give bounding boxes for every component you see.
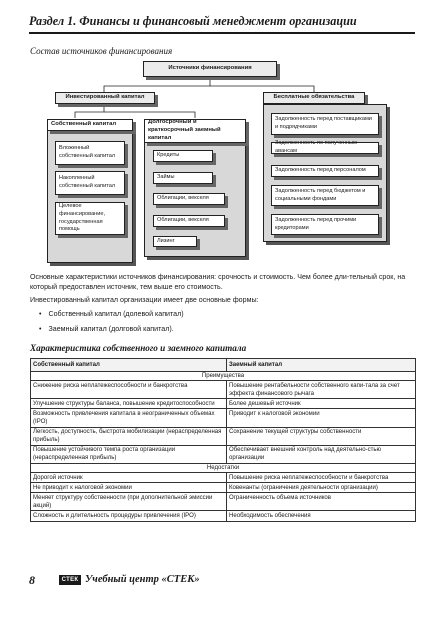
equity-node: Собственный капитал	[47, 119, 133, 131]
table-row	[31, 445, 416, 463]
debt-item: Лизинг	[153, 236, 197, 247]
table-cell: Не приводит к налоговой экономии	[31, 483, 227, 493]
table-cell: Необходимость обеспечения	[227, 511, 416, 521]
footer-text: Учебный центр «СТЕК»	[85, 574, 200, 585]
table-cell: Обеспечивает внешний контроль над деятельно-стью организации	[227, 445, 416, 463]
bullet-item	[39, 310, 184, 318]
debt-item: Кредиты	[153, 150, 213, 162]
table-header-row	[31, 359, 416, 372]
free-item: Задолженность по полученным авансам	[271, 142, 379, 154]
table-cell: Повышение рентабельности собственного капи-тала за счет эффекта финансового рычага	[227, 381, 416, 399]
group-row	[31, 372, 416, 381]
table-cell: Повышение риска неплатежеспособности и банкротства	[227, 473, 416, 483]
header-rule	[29, 32, 415, 34]
bullet-text: Собственный капитал (долевой капитал)	[48, 310, 184, 318]
column-header: Заемный капитал	[227, 359, 416, 372]
table-cell: Ограниченность объема источников	[227, 493, 416, 511]
free-item: Задолженность перед поставщиками и подрядчиками	[271, 113, 379, 135]
paragraph: Основные характеристики источников финансирования: срочность и стоимость. Чем более дли-тельный срок, на который предоставлен источник, тем выше его стоимость.	[30, 273, 406, 292]
table-cell: Более дешевый источник	[227, 399, 416, 409]
debt-node: Долгосрочный и краткосрочный заемный капитал	[144, 119, 246, 143]
table-cell: Ковенанты (ограничения деятельности организации)	[227, 483, 416, 493]
group-label: Недостатки	[31, 463, 416, 472]
table-caption: Характеристика собственного и заемного капитала	[30, 343, 247, 353]
table-row	[31, 473, 416, 483]
free-item: Задолженность перед прочими кредиторами	[271, 214, 379, 235]
table-cell: Легкость, доступность, быстрота мобилизации (нераспределенная прибыль)	[31, 427, 227, 445]
diagram-root-node: Источники финансирования	[143, 61, 277, 77]
table-cell: Снижение риска неплатежеспособности и банкротства	[31, 381, 227, 399]
comparison-table	[30, 358, 416, 522]
free-item: Задолженность перед бюджетом и социальными фондами	[271, 185, 379, 206]
table-cell: Приводит к налоговой экономии	[227, 409, 416, 427]
equity-item: Вложенный собственный капитал	[55, 141, 125, 165]
table-row	[31, 493, 416, 511]
page-header	[29, 10, 415, 40]
paragraph: Инвестированный капитал организации имеет две основные формы:	[30, 296, 259, 304]
table-row	[31, 483, 416, 493]
page-number: 8	[29, 573, 35, 587]
stek-logo: СТЕК	[59, 575, 81, 585]
bullet-item	[39, 325, 174, 333]
diagram-caption: Состав источников финансирования	[30, 46, 173, 56]
column-header: Собственный капитал	[31, 359, 227, 372]
table-row	[31, 409, 416, 427]
free-item: Задолженность перед персоналом	[271, 165, 379, 177]
table-cell: Меняет структуру собственности (при дополнительной эмиссии акций)	[31, 493, 227, 511]
group-row	[31, 463, 416, 472]
page-footer	[29, 573, 415, 589]
table-row	[31, 381, 416, 399]
equity-item: Накопленный собственный капитал	[55, 171, 125, 195]
table-cell: Возможность привлечения капитала в неограниченных объемах (IPO)	[31, 409, 227, 427]
invested-capital-node: Инвестированный капитал	[55, 92, 155, 104]
table-cell: Повышение устойчивого темпа роста организации (нераспределенная прибыль)	[31, 445, 227, 463]
table-row	[31, 427, 416, 445]
debt-item: Облигации, векселя	[153, 215, 225, 227]
table-cell: Дорогой источник	[31, 473, 227, 483]
debt-item: Облигации, векселя	[153, 193, 225, 205]
section-title: Раздел 1. Финансы и финансовый менеджмент организации	[29, 14, 357, 28]
debt-item: Займы	[153, 172, 213, 184]
table-row	[31, 511, 416, 521]
table-cell: Сохранение текущей структуры собственности	[227, 427, 416, 445]
bullet-text: Заемный капитал (долговой капитал).	[48, 325, 174, 333]
table-cell: Сложность и длительность процедуры привлечения (IPO)	[31, 511, 227, 521]
table-row	[31, 399, 416, 409]
equity-item: Целевое финансирование, государственная помощь	[55, 202, 125, 235]
group-label: Преимущества	[31, 372, 416, 381]
free-liabilities-node: Бесплатные обязательства	[263, 92, 365, 104]
table-cell: Улучшение структуры баланса, повышение кредитоспособности	[31, 399, 227, 409]
